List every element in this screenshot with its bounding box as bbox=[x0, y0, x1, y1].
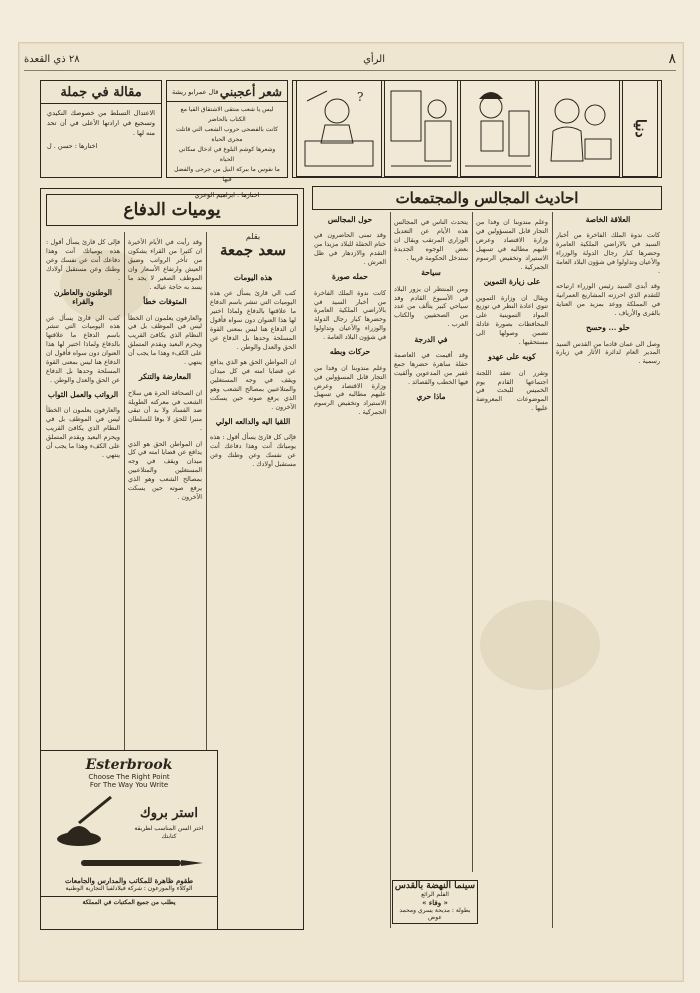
ad-tagline: اختر السن المناسب لطريقة كتابتك bbox=[134, 824, 204, 840]
subhead: في الدرجة bbox=[414, 334, 448, 344]
cinema-name: سينما النهضة بالقدس bbox=[394, 881, 476, 891]
paragraph: يتحدث الناس في المجالس هذه الأيام عن التعديل الوزاري المرتقب ويقال ان بعض الوجوه الجديدة ستدخل الحكومة قريبا . bbox=[394, 218, 468, 263]
comic-panel-4 bbox=[538, 80, 620, 177]
cartoon-couple-icon bbox=[539, 81, 619, 176]
gatherings-col-4 bbox=[314, 212, 386, 928]
columnist-name: سعد جمعة bbox=[219, 241, 287, 259]
ad-brand-ar: استر بروك bbox=[140, 805, 198, 821]
paragraph: وعلم مندوبنا ان وفدا من التجار قابل المسؤولين في وزارة الاقتصاد وعرض عليهم مطالبه في تسهيل الاستيراد وتخفيض الرسوم الجمركية . bbox=[314, 363, 386, 417]
column-rule bbox=[552, 212, 553, 928]
page-header bbox=[24, 48, 676, 71]
subhead: كوبه على عهدو bbox=[488, 352, 536, 362]
subhead: حول المجالس bbox=[327, 215, 373, 224]
gatherings-col-3 bbox=[394, 212, 468, 872]
gatherings-col-1 bbox=[556, 212, 660, 932]
issue-date: ٢٨ ذي القعدة bbox=[24, 53, 80, 65]
paragraph: كتب الي قارئ يسأل عن هذه اليوميات التي تنشر باسم الدفاع ما علاقتها بالدفاع ولماذا اختير لها هذا العنوان دون سواه فأقول ان الدفاع هنا ليس بمعنى القوة المسلحة وحدها بل الدفاع عن الحق والعدل والوطن . bbox=[210, 289, 296, 351]
subhead: المتوفات خطأ bbox=[143, 297, 187, 307]
subhead: العلاقة الخاصة bbox=[585, 215, 631, 224]
paragraph: ويقال ان وزارة التموين تنوي اعادة النظر في توزيع المواد التموينية على المحافظات بصورة عادلة تضمن وصولها الى مستحقيها . bbox=[476, 293, 548, 347]
paragraph: كانت ندوة الملك الفاخرة من أخبار السيد في بالاراضي الملكية العامرة وحضرها كبار رجال الدولة والوزراء والأعيان وتداولوا في شؤون البلاد العامة . bbox=[556, 231, 660, 275]
comic-panel-3 bbox=[460, 80, 536, 177]
poetry-verse: كانت بالفصحى حروب الشعب التي قاتلت مجرى الحياة bbox=[176, 126, 278, 143]
comic-label-panel bbox=[622, 80, 658, 177]
gatherings-col-2 bbox=[476, 212, 548, 932]
paragraph: كتب الي قارئ يسأل عن هذه اليوميات التي تنشر باسم الدفاع ما علاقتها بالدفاع ولماذا اختير لها هذا العنوان دون سواه فأقول ان الدفاع هنا ليس بمعنى القوة المسلحة وحدها بل الدفاع عن الحق والعدل والوطن . bbox=[46, 313, 120, 384]
paragraph: وصل الى عمان قادما من القدس السيد المدير العام لدائرة الآثار في زيارة رسمية . bbox=[556, 339, 660, 366]
poetry-box bbox=[166, 80, 288, 199]
diary-title: يوميات الدفاع bbox=[123, 200, 221, 220]
diary-col-1 bbox=[210, 270, 296, 922]
ad-slogan-2: For The Way You Write bbox=[89, 781, 169, 789]
paragraph: وقد تمنى الحاضرون في ختام الحفلة للبلاد مزيدا من التقدم والازدهار في ظل العرش . bbox=[314, 231, 386, 267]
fountain-pen-icon bbox=[41, 853, 217, 873]
cinema-subtitle: الفلم الرائع bbox=[421, 891, 449, 898]
paragraph: والعارفون يعلمون ان الخطأ ليس في الموظف بل في النظام الذي يكافئ القريب ويحرم البعيد ويقدم المتملق على الكفء وهذا ما يجب أن ينتهي . bbox=[128, 313, 202, 367]
paragraph: وقد رأيت في الأيام الأخيرة ان كثيرا من القراء يشكون من تأخر الرواتب وضيق العيش وارتفاع الأسعار وان الموظف الصغير لا يجد ما يسد به حاجة عياله . bbox=[128, 238, 202, 291]
subhead: حركات وبطه bbox=[329, 347, 371, 357]
subhead: ماذا حري bbox=[416, 391, 446, 401]
poetry-verse: وشعرها كوشم البلوغ في ادخال سكاني الحياة bbox=[178, 146, 276, 163]
film-cast: بطولة : مديحة يسري ومحمد عوض bbox=[399, 907, 471, 921]
gatherings-title: احاديث المجالس والمجتمعات bbox=[395, 189, 579, 207]
paragraph: ان المواطن الحق هو الذي يدافع عن قضايا امته في كل ميدان ويقف في وجه المستغلين والمتلاعبين بمصالح الشعب وهو الذي يرفع صوته حين يسكت الآخرون . bbox=[128, 439, 202, 501]
poetry-verse: ما نفوس ما ببركة النيل من جرحى والفضل فيها bbox=[174, 166, 280, 183]
byline-tag: بقلم bbox=[245, 232, 261, 241]
ad-agent: الوكلاء والموزعون : شركة فيلادلفيا التجارية الوطنية bbox=[65, 885, 193, 892]
subhead: هذه اليومات bbox=[233, 273, 273, 282]
column-rule bbox=[472, 212, 473, 872]
column-rule bbox=[390, 212, 391, 928]
paragraph: وقد أبدى السيد رئيس الوزراء ارتياحه للتقدم الذي احرزته المشاريع العمرانية في المملكة ووعد بمزيد من العناية بالقرى والأرياف . bbox=[556, 282, 660, 317]
ad-brand-en: Esterbrook bbox=[85, 757, 173, 773]
subhead: حمله صورة bbox=[332, 272, 368, 282]
diary-banner bbox=[46, 194, 298, 226]
paragraph: ان المواطن الحق هو الذي يدافع عن قضايا امته في كل ميدان ويقف في وجه المستغلين والمتلاعبين بمصالح الشعب وهو الذي يرفع صوته حين يسكت الآخرون . bbox=[210, 358, 296, 411]
comic-label: دنيا bbox=[632, 119, 648, 138]
paragraph: فإلى كل قارئ يسأل أقول : هذه يومياتك أنت وهذا دفاعك أنت عن نفسك وعن وطنك وعن مستقبل أولادك . bbox=[46, 238, 120, 283]
paragraph: وقد أقيمت في العاصمة حفلة ساهرة حضرها جمع غفير من المدعوين وألقيت فيها الخطب والقصائد . bbox=[394, 350, 468, 386]
paragraph: ان الصحافة الحرة هي سلاح الشعب في معركته الطويلة ضد الفساد ولا بد أن تبقى منبرا للحق لا بوقا للسلطان . bbox=[128, 388, 202, 433]
svg-text:?: ? bbox=[357, 90, 364, 104]
article-box bbox=[40, 80, 162, 178]
subhead: اللقيا اليه والدالعه الولي bbox=[215, 416, 291, 426]
poetry-title: شعر أعجبني bbox=[219, 85, 282, 99]
ad-availability: يطلب من جميع المكتبات في المملكة bbox=[41, 896, 217, 907]
cartoon-man-icon bbox=[461, 81, 535, 176]
esterbrook-ad bbox=[40, 750, 218, 930]
ad-offer: طقوم ظاهرة للمكاتب والمدارس والجامعات bbox=[64, 876, 194, 885]
paragraph: وعلم مندوبنا ان وفدا من التجار قابل المسؤولين في وزارة الاقتصاد وعرض عليهم مطالبه في تسهيل الاستيراد وتخفيض الرسوم الجمركية . bbox=[476, 218, 548, 271]
paragraph: وتقرر ان تعقد اللجنة اجتماعها القادم يوم الخميس للبحث في الموضوعات المعروضة عليها . bbox=[476, 368, 548, 413]
inkwell-pen-icon bbox=[49, 793, 119, 849]
poetry-intro: قال عمرابو ريشة bbox=[172, 88, 219, 96]
article-text: الاعتدال التسلط من خصوصك النكيدي وتسجيع في ارادتها الأعلى في أن تحد منه لها . bbox=[47, 109, 155, 137]
paragraph: والعارفون يعلمون ان الخطأ ليس في الموظف بل في النظام الذي يكافئ القريب ويحرم البعيد ويقدم المتملق على الكفء وهذا ما يجب أن ينتهي . bbox=[46, 406, 120, 459]
article-author: اختارها : حسن . ل bbox=[47, 142, 98, 150]
article-title: مقالة في جملة bbox=[41, 85, 161, 104]
paragraph: ومن المنتظر ان يزور البلاد في الأسبوع القادم وفد سياحي كبير يتألف من عدد من الصحفيين والكتاب العرب . bbox=[394, 284, 468, 329]
subhead: سياحة bbox=[421, 268, 441, 278]
poetry-verse: ليس يا شعب منتقى الاشتقاق القيا مع الكتاب بالحاضر bbox=[180, 106, 274, 123]
paper-name: الرأي bbox=[363, 53, 386, 65]
page-number: ٨ bbox=[668, 51, 676, 67]
diary-col-3 bbox=[46, 232, 120, 744]
subhead: حلو ... وحسح bbox=[586, 323, 630, 333]
subhead: على زيارة التموين bbox=[483, 277, 541, 287]
subhead: الرواتب والعمل الثواب bbox=[47, 390, 119, 400]
subhead: المعارضة والتنكر bbox=[138, 372, 192, 382]
top-margin bbox=[0, 0, 700, 42]
cartoon-kitchen-icon bbox=[385, 81, 457, 176]
paragraph: فإلى كل قارئ يسأل أقول : هذه يومياتك أنت وهذا دفاعك أنت عن نفسك وعن وطنك وعن مستقبل أولادك . bbox=[210, 433, 296, 468]
ad-slogan-1: Choose The Right Point bbox=[88, 773, 170, 781]
film-title: « وفاء » bbox=[422, 898, 448, 907]
gatherings-banner bbox=[312, 186, 662, 210]
byline bbox=[210, 232, 296, 259]
cinema-ad bbox=[392, 880, 478, 924]
paragraph: كانت ندوة الملك الفاخرة من أخبار السيد في بالاراضي الملكية العامرة وحضرها كبار رجال الدولة والوزراء والأعيان وتداولوا في شؤون البلاد العامة . bbox=[314, 288, 386, 342]
comic-panel-1 bbox=[296, 80, 382, 177]
subhead: الوطنون والعاطرن والقراء bbox=[54, 288, 112, 307]
comic-panel-2 bbox=[384, 80, 458, 177]
cartoon-figure-icon bbox=[297, 81, 381, 176]
poetry-author: اختارها : ابراهيم الوعري bbox=[167, 188, 287, 199]
